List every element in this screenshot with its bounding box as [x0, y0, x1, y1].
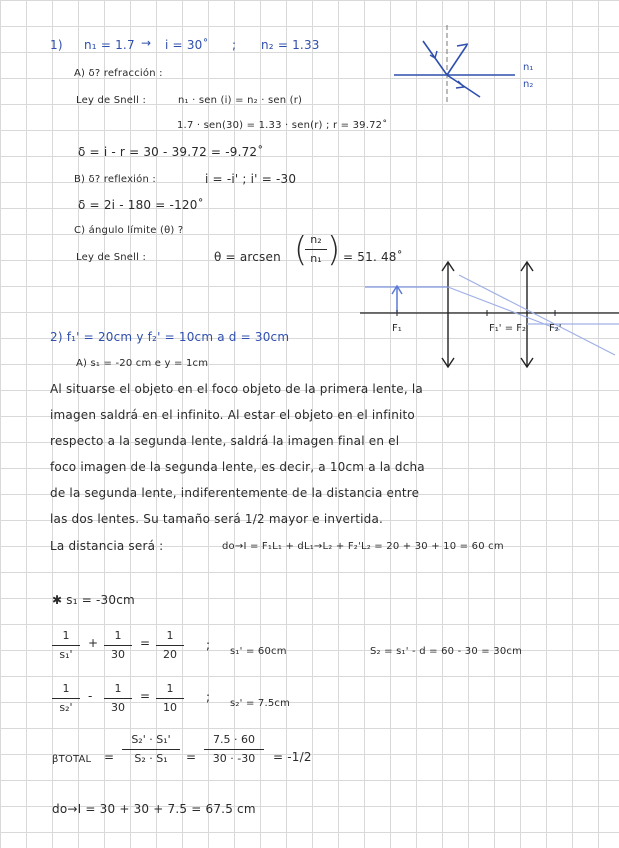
- eq2-fraction-2: [104, 681, 132, 716]
- star-case: ✱ s₁ = -30cm: [52, 593, 135, 607]
- fraction-numerator: 1: [114, 682, 122, 695]
- snell-label: Ley de Snell :: [76, 95, 147, 106]
- lens-diagram: [360, 258, 619, 373]
- fraction-denominator: 10: [163, 701, 177, 714]
- beta-fraction-2: [204, 732, 264, 767]
- fraction-denominator: S₂ · S₁: [134, 752, 168, 765]
- arrow-icon: →: [141, 36, 152, 50]
- problem-1-separator: ;: [232, 38, 237, 52]
- eq1-fraction-1: [52, 628, 80, 663]
- fraction-numerator: S₂' · S₁': [131, 733, 171, 746]
- eq1-equals: =: [140, 636, 151, 650]
- eq2-semicolon: ;: [206, 690, 211, 704]
- problem-1-n1: n₁ = 1.7: [84, 38, 135, 52]
- fraction-denominator: 20: [163, 648, 177, 661]
- eq2-fraction-1: [52, 681, 80, 716]
- fraction-denominator: 30: [111, 648, 125, 661]
- eq1-fraction-2: [104, 628, 132, 663]
- limit-angle-result: = 51. 48˚: [343, 250, 403, 264]
- lens-f1-label: F₁: [392, 323, 402, 334]
- problem-1-number: 1): [50, 38, 63, 52]
- beta-total-label: βTOTAL: [52, 754, 92, 765]
- eq2-minus: -: [88, 689, 93, 703]
- eq1-plus: +: [88, 636, 99, 650]
- beta-fraction-1: [122, 732, 180, 767]
- paragraph-line: Al situarse el objeto en el foco objeto de la primera lente, la: [50, 382, 423, 396]
- snell-substitution: 1.7 · sen(30) = 1.33 · sen(r) ; r = 39.72˚: [177, 120, 388, 131]
- paren-right: ): [327, 230, 341, 270]
- fraction-denominator: s₁': [59, 648, 73, 661]
- object-distance-s2: S₂ = s₁' - d = 60 - 30 = 30cm: [370, 646, 523, 657]
- snell-equation: n₁ · sen (i) = n₂ · sen (r): [178, 95, 303, 106]
- problem-1-incidence-angle: i = 30˚: [165, 38, 209, 52]
- paren-left: (: [294, 230, 308, 270]
- beta-result: = -1/2: [273, 750, 312, 764]
- fraction-denominator: 30: [111, 701, 125, 714]
- fraction-numerator: 1: [166, 682, 174, 695]
- reflection-angle-eq: i = -i' ; i' = -30: [205, 172, 297, 186]
- limit-angle-fraction: [305, 232, 327, 267]
- snell-label-c: Ley de Snell :: [76, 252, 147, 263]
- fraction-numerator: 1: [62, 629, 70, 642]
- fraction-numerator: 7.5 · 60: [213, 733, 255, 746]
- part-c-label: C) ángulo límite (θ) ?: [74, 225, 184, 236]
- eq1-semicolon: ;: [206, 638, 211, 652]
- distance-equation: do→I = F₁L₁ + dL₁→L₂ + F₂'L₂ = 20 + 30 + 10 = 60 cm: [222, 541, 504, 552]
- eq1-fraction-3: [156, 628, 184, 663]
- paragraph-line: imagen saldrá en el infinito. Al estar el objeto en el infinito: [50, 408, 415, 422]
- problem-1-n2: n₂ = 1.33: [261, 38, 320, 52]
- diagram-n2-label: n₂: [523, 79, 534, 90]
- deviation-refraction: δ = i - r = 30 - 39.72 = -9.72˚: [78, 145, 264, 159]
- problem-2-header: 2) f₁' = 20cm y f₂' = 10cm a d = 30cm: [50, 330, 290, 344]
- fraction-denominator: s₂': [59, 701, 73, 714]
- paragraph-line: de la segunda lente, indiferentemente de la distancia entre: [50, 486, 420, 500]
- eq1-result: s₁' = 60cm: [230, 646, 287, 657]
- eq2-result: s₂' = 7.5cm: [230, 698, 291, 709]
- final-distance: do→I = 30 + 30 + 7.5 = 67.5 cm: [52, 802, 256, 816]
- lens-f1p-f2-label: F₁' = F₂: [489, 323, 527, 334]
- distance-label: La distancia será :: [50, 539, 164, 553]
- paragraph-line: foco imagen de la segunda lente, es decir, a 10cm a la dcha: [50, 460, 425, 474]
- fraction-denominator: 30 · -30: [212, 752, 256, 765]
- fraction-numerator: 1: [114, 629, 122, 642]
- eq2-fraction-3: [156, 681, 184, 716]
- fraction-numerator: 1: [166, 629, 174, 642]
- beta-equals-2: =: [186, 750, 197, 764]
- part-b-label: B) δ? reflexión :: [74, 174, 156, 185]
- fraction-numerator: n₂: [310, 233, 322, 246]
- paragraph-line: respecto a la segunda lente, saldrá la imagen final en el: [50, 434, 400, 448]
- part-a-data: A) s₁ = -20 cm e y = 1cm: [76, 358, 209, 369]
- beta-equals-1: =: [104, 750, 115, 764]
- paragraph-line: las dos lentes. Su tamaño será 1/2 mayor e invertida.: [50, 512, 384, 526]
- diagram-n1-label: n₁: [523, 62, 534, 73]
- lens-f2p-label: F₂': [549, 323, 562, 334]
- part-a-label: A) δ? refracción :: [74, 68, 163, 79]
- fraction-numerator: 1: [62, 682, 70, 695]
- limit-angle-lhs: θ = arcsen: [214, 250, 281, 264]
- fraction-denominator: n₁: [310, 252, 322, 265]
- eq2-equals: =: [140, 689, 151, 703]
- deviation-reflection: δ = 2i - 180 = -120˚: [78, 198, 204, 212]
